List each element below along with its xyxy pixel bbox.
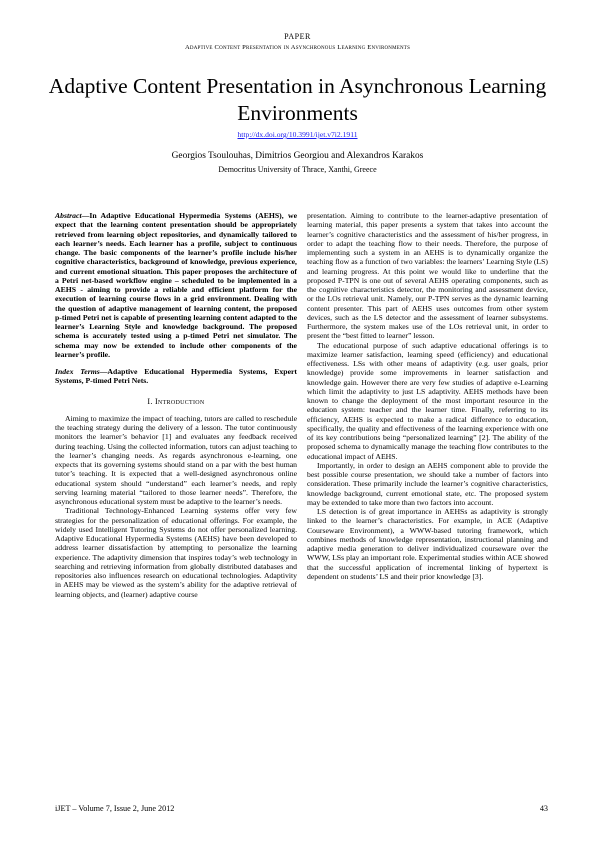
index-terms-label: Index Terms <box>55 367 100 376</box>
running-title: Adaptive Content Presentation in Asynchronous Learning Environments <box>184 44 411 51</box>
abstract-text: —In Adaptive Educational Hypermedia Systems (AEHS), we expect that the learning content presentation should be appropriately retrieved from learning object repositories, and dynamically tailored to each learner’s needs. Each learner has a profile, subject to continuous change. The basic components of the learner’s profile include his/her cognitive characteristics, background of knowledge, previous experience, and current emotional situation. This paper proposes the architecture of a Petri net-based workflow engine – scheduled to be implemented in a AEHS - aiming to provide a reliable and efficient platform for the execution of learning course flows in a grid environment. Dealing with the question of adaptive management of learning content, the proposed p-timed Petri net is capable of presenting learning content adapted to the learner’s Learning Style and knowledge background. The proposed schema is accurately tested using a p-timed Petri net simulator. The schema may now be extended to include other components of the learner’s profile. <box>55 211 297 359</box>
page-number: 43 <box>539 804 548 813</box>
body-paragraph-1: presentation. Aiming to contribute to the learner-adaptive presentation of learning material, this paper presents a system that takes into account the learner’s cognitive characteristics and the assessment of his/her progress, in order to adapt the teaching flow to their needs. Therefore, the purpose of implementing such a system in an AEHS is to dynamically organize the teaching flow as a function of two variables: the learners’ Learning Style (LS) and learning progress. At this point we would like to underline that the proposed P-TPN is one out of several AEHS operating components, such as the cognitive characteristics detector, the monitoring and assessment device, or the LOs retrieval unit. Namely, our P-TPN serves as the dynamic learning content presenter. This part of AEHS uses outcomes from other system devices, such as the LS detector and the assessment of learner subsystems. Furthermore, the system makes use of the LOs retrieval unit, in order to present the “best fitted to learner” lesson. <box>307 211 548 341</box>
authors: Georgios Tsoulouhas, Dimitrios Georgiou and Alexandros Karakos <box>171 151 424 161</box>
doi-link[interactable]: http://dx.doi.org/10.3991/ijet.v7i2.1911 <box>237 130 358 139</box>
section-heading-introduction: I. Introduction <box>147 396 205 406</box>
paper-title: Adaptive Content Presentation in Asynchronous Learning Environments <box>48 74 547 125</box>
header-paper-label: PAPER <box>284 32 311 41</box>
footer-journal-info: iJET – Volume 7, Issue 2, June 2012 <box>55 804 175 813</box>
index-terms-text: —Adaptive Educational Hypermedia Systems, Expert Systems, P-timed Petri Nets. <box>55 367 297 386</box>
affiliation: Democritus University of Thrace, Xanthi, Greece <box>218 165 377 174</box>
body-paragraph-3: Importantly, in order to design an AEHS component able to provide the best possible course presentation, we should take a number of factors into consideration. These primarily include the learner’s cognitive characteristics, knowledge background, current emotional state, etc. The proposed system may be extended to take more than two factors into account. <box>307 460 548 507</box>
body-paragraph-2: The educational purpose of such adaptive educational offerings is to maximize learner satisfaction, learning speed (efficiency) and educational effectiveness. LSs with other means of adaptivity (e.g. user goals, prior knowledge) provide some improvements in learner satisfaction and knowledge gain. However there are very few studies of adaptive e-Learning which limit the adaptivity to just LS adaptivity. AEHS methods have been known to change the deployment of the most important resource in the education system: teacher and the learner time. Finally, referring to its efficiency, AEHS is expected to make a radical difference to education, specifically, the quality and effectiveness of the learning experience with one of its key contributions being “personalized learning” [2]. The ability of the proposed schema to dynamically manage the teaching flow contributes to the educational impact of AEHS. <box>307 340 548 461</box>
abstract-label: Abstract <box>55 211 82 220</box>
index-terms <box>55 367 297 386</box>
body-paragraph-4: LS detection is of great importance in AEHSs as adaptivity is strongly linked to the learner’s characteristics. For example, in ACE (Adaptive Courseware Environment), a WWW-based tutoring framework, which combines methods of knowledge representation, instructional planning and adaptive media generation to deliver individualized courseware over the WWW, LSs play an important role. Experimental studies within ACE showed that the successful application of incremental linking of hypertext is dependent on students’ LS and their prior knowledge [3]. <box>307 507 548 581</box>
intro-paragraph-2: Traditional Technology-Enhanced Learning systems offer very few strategies for the personalization of educational offerings. For example, the widely used Intelligent Tutoring Systems do not offer personalized learning. Adaptive Educational Hypermedia Systems (AEHS) have been developed to address learner dissatisfaction by attempting to personalize the learning experience. The adaptivity dimension that inspires today’s web technology in searching and retrieving information from globally distributed databases and repositories also influences research on educational technologies. Adaptivity in AEHS may be viewed as the system’s ability for the adaptive retrieval of learning objects, and (learner) adaptive course <box>55 506 297 599</box>
left-column <box>55 211 297 599</box>
abstract <box>55 211 297 359</box>
intro-paragraph-1: Aiming to maximize the impact of teaching, tutors are called to reschedule the teaching strategy during the delivery of a lesson. The tutor continuously monitors the learner’s behavior [1] and evaluates any feedback received during teaching. Using the collected information, tutors can adjust teaching to the learner’s changing needs. As regards asynchronous e-learning, one expects that its governing systems should stand on a par with the best human tutor’s teaching. It is expected that a well-designed asynchronous online educational system should “understand” each learner’s needs, and reply serving learning material “tailored to those learner needs”. Therefore, the asynchronous educational system must be adaptive to the learner’s needs. <box>55 413 297 506</box>
right-column <box>307 211 548 581</box>
